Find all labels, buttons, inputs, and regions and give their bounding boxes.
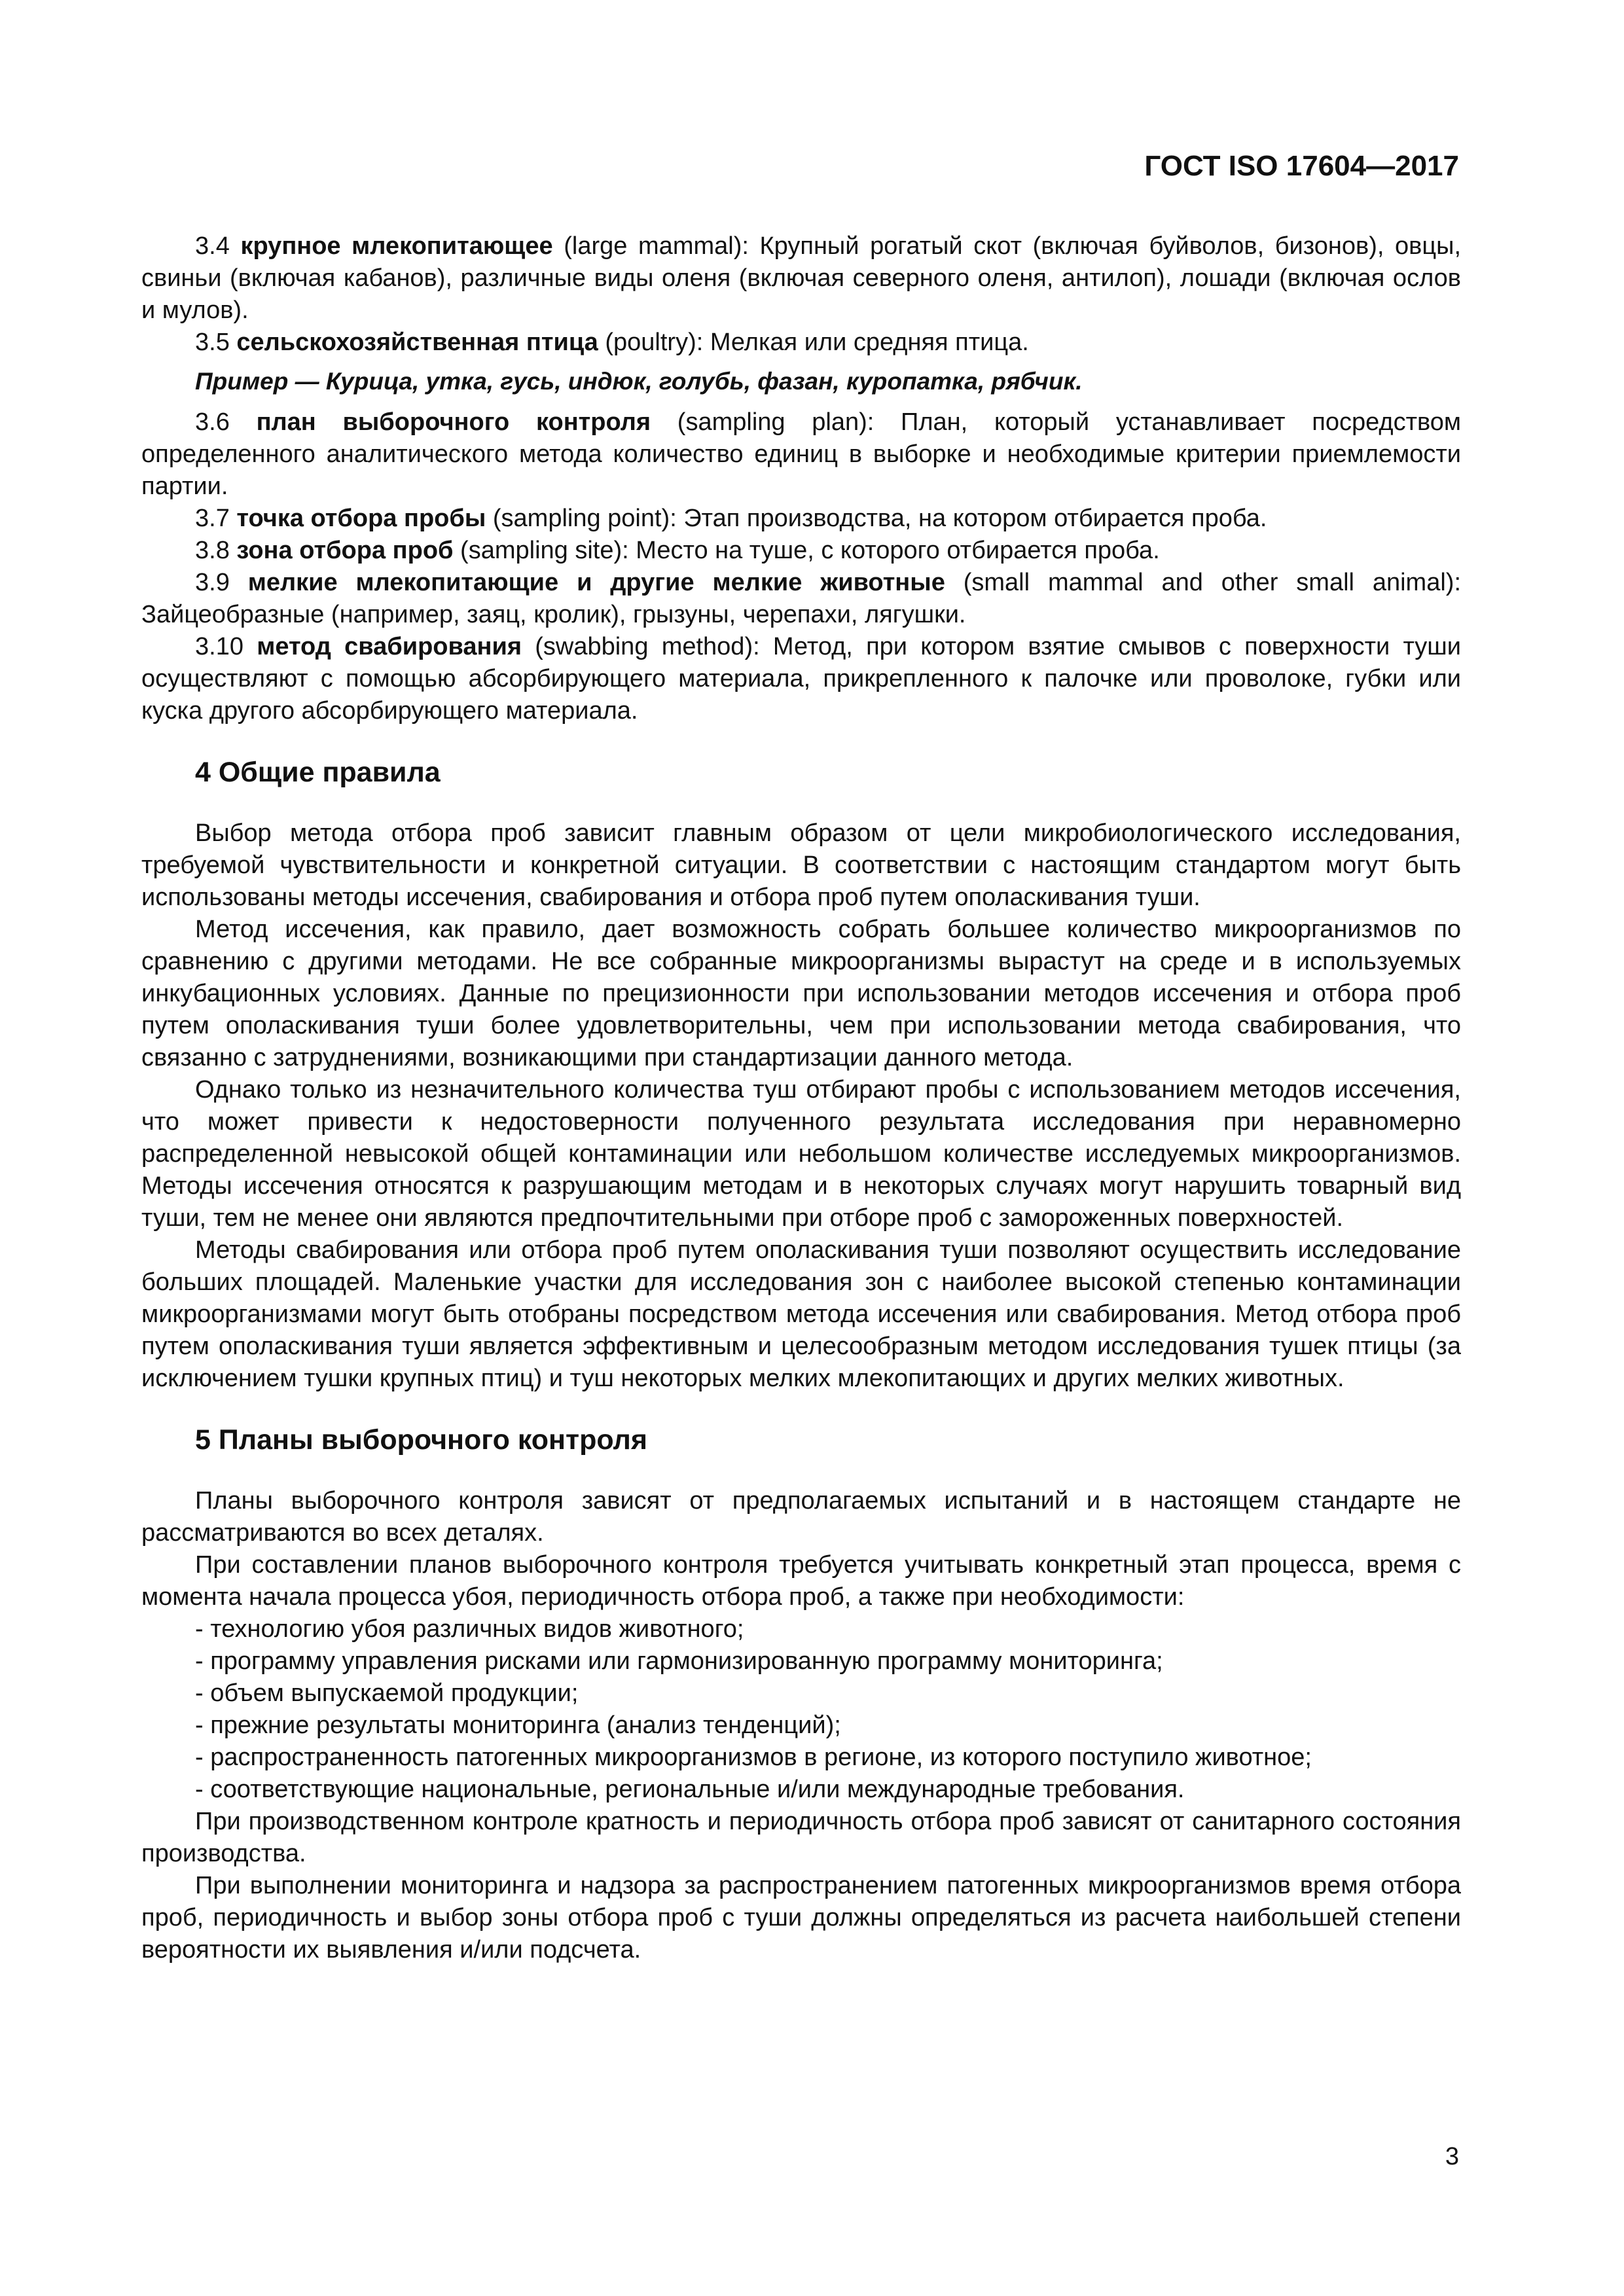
term-name: зона отбора проб (236, 537, 454, 564)
page-number: 3 (1445, 2143, 1459, 2170)
term-number: 3.8 (195, 537, 237, 564)
section-4-paragraph: Выбор метода отбора проб зависит главным образом от цели микробиологического исследования, требуемой чувствительности и конкретной ситуации. В соответствии с настоящим стандартом могут быть использованы методы иссечения, свабирования и отбора проб путем ополаскивания туши. (141, 819, 1461, 911)
term-number: 3.9 (195, 569, 248, 596)
example-note: Пример — Курица, утка, гусь, индюк, голубь, фазан, куропатка, рябчик. (195, 368, 1083, 395)
document-body (141, 230, 1461, 1966)
list-item: - прежние результаты мониторинга (анализ тенденций); (195, 1712, 841, 1739)
section-5-paragraph: Планы выборочного контроля зависят от предполагаемых испытаний и в настоящем стандарте не рассматриваются во всех деталях. (141, 1487, 1461, 1547)
term-3-9 (141, 567, 1461, 631)
section-4-paragraph: Методы свабирования или отбора проб путем ополаскивания туши позволяют осуществить исследование больших площадей. Маленькие участки для исследования зон с наиболее высокой степенью контаминации микроорганизмами могут быть отобраны посредством метода иссечения или свабирования. Метод отбора проб путем ополаскивания туши является эффективным и целесообразным методом исследования тушек птицы (за исключением тушки крупных птиц) и туш некоторых мелких млекопитающих и других мелких животных. (141, 1236, 1461, 1392)
term-description: (small mammal and other small animal): Зайцеобразные (например, заяц, кролик), грызуны, черепахи, лягушки. (141, 569, 1461, 628)
term-3-10 (141, 631, 1461, 727)
document-id-header: ГОСТ ISO 17604—2017 (1144, 150, 1459, 182)
term-description: (sampling site): Место на туше, с которого отбирается проба. (453, 537, 1160, 564)
term-number: 3.6 (195, 408, 257, 436)
term-3-5 (141, 327, 1461, 359)
term-number: 3.10 (195, 633, 257, 660)
term-name: сельскохозяйственная птица (236, 329, 598, 356)
list-item: - программу управления рисками или гармонизированную программу мониторинга; (195, 1647, 1163, 1675)
term-description: (sampling plan): План, который устанавливает посредством определенного аналитического метода количество единиц в выборке и необходимые критерии приемлемости партии. (141, 408, 1462, 500)
section-5-paragraph: При составлении планов выборочного контроля требуется учитывать конкретный этап процесса, время с момента начала процесса убоя, периодичность отбора проб, а также при необходимости: (141, 1551, 1461, 1611)
list-item: - соответствующие национальные, региональные и/или международные требования. (195, 1776, 1185, 1803)
list-item: - технологию убоя различных видов животного; (195, 1615, 744, 1643)
list-item: - объем выпускаемой продукции; (195, 1679, 579, 1707)
term-name: точка отбора пробы (236, 505, 486, 532)
section-4-paragraph: Однако только из незначительного количества туш отбирают пробы с использованием методов иссечения, что может привести к недостоверности полученного результата исследования при неравномерно распределенной невысокой общей контаминации или небольшом количестве исследуемых микроорганизмов. Методы иссечения относятся к разрушающим методам и в некоторых случаях могут нарушить товарный вид туши, тем не менее они являются предпочтительными при отборе проб с замороженных поверхностей. (141, 1076, 1461, 1232)
term-number: 3.5 (195, 329, 237, 356)
term-number: 3.4 (195, 232, 241, 260)
term-name: крупное млекопитающее (240, 232, 553, 260)
term-name: план выборочного контроля (256, 408, 651, 436)
term-3-8 (141, 535, 1461, 567)
term-description: (sampling point): Этап производства, на котором отбирается проба. (486, 505, 1267, 532)
term-description: (poultry): Мелкая или средняя птица. (598, 329, 1029, 356)
section-4-heading: 4 Общие правила (195, 757, 441, 788)
term-number: 3.7 (195, 505, 237, 532)
term-name: метод свабирования (257, 633, 522, 660)
term-description: (swabbing method): Метод, при котором взятие смывов с поверхности туши осуществляют с помощью абсорбирующего материала, прикрепленного к палочке или проволоке, губки или куска другого абсорбирующего материала. (141, 633, 1461, 725)
term-name: мелкие млекопитающие и другие мелкие животные (247, 569, 945, 596)
section-5-paragraph: При выполнении мониторинга и надзора за распространением патогенных микроорганизмов время отбора проб, периодичность и выбор зоны отбора проб с туши должны определяться из расчета наибольшей степени вероятности их выявления и/или подсчета. (141, 1872, 1461, 1964)
term-description: (large mammal): Крупный рогатый скот (включая буйволов, бизонов), овцы, свиньи (включая кабанов), различные виды оленя (включая северного оленя, антилоп), лошади (включая ослов и мулов). (141, 232, 1461, 324)
section-5-paragraph: При производственном контроле кратность и периодичность отбора проб зависят от санитарного состояния производства. (141, 1808, 1461, 1867)
term-3-7 (141, 503, 1461, 535)
list-item: - распространенность патогенных микроорганизмов в регионе, из которого поступило животное; (195, 1744, 1312, 1771)
term-3-4 (141, 230, 1461, 327)
section-4-paragraph: Метод иссечения, как правило, дает возможность собрать большее количество микроорганизмов по сравнению с другими методами. Не все собранные микроорганизмы вырастут на среде и в используемых инкубационных условиях. Данные по прецизионности при использовании методов иссечения и отбора проб путем ополаскивания туши более удовлетворительны, чем при использовании метода свабирования, что связанно с затруднениями, возникающими при стандартизации данного метода. (141, 916, 1461, 1071)
term-3-6 (141, 406, 1461, 503)
section-5-heading: 5 Планы выборочного контроля (195, 1424, 647, 1456)
